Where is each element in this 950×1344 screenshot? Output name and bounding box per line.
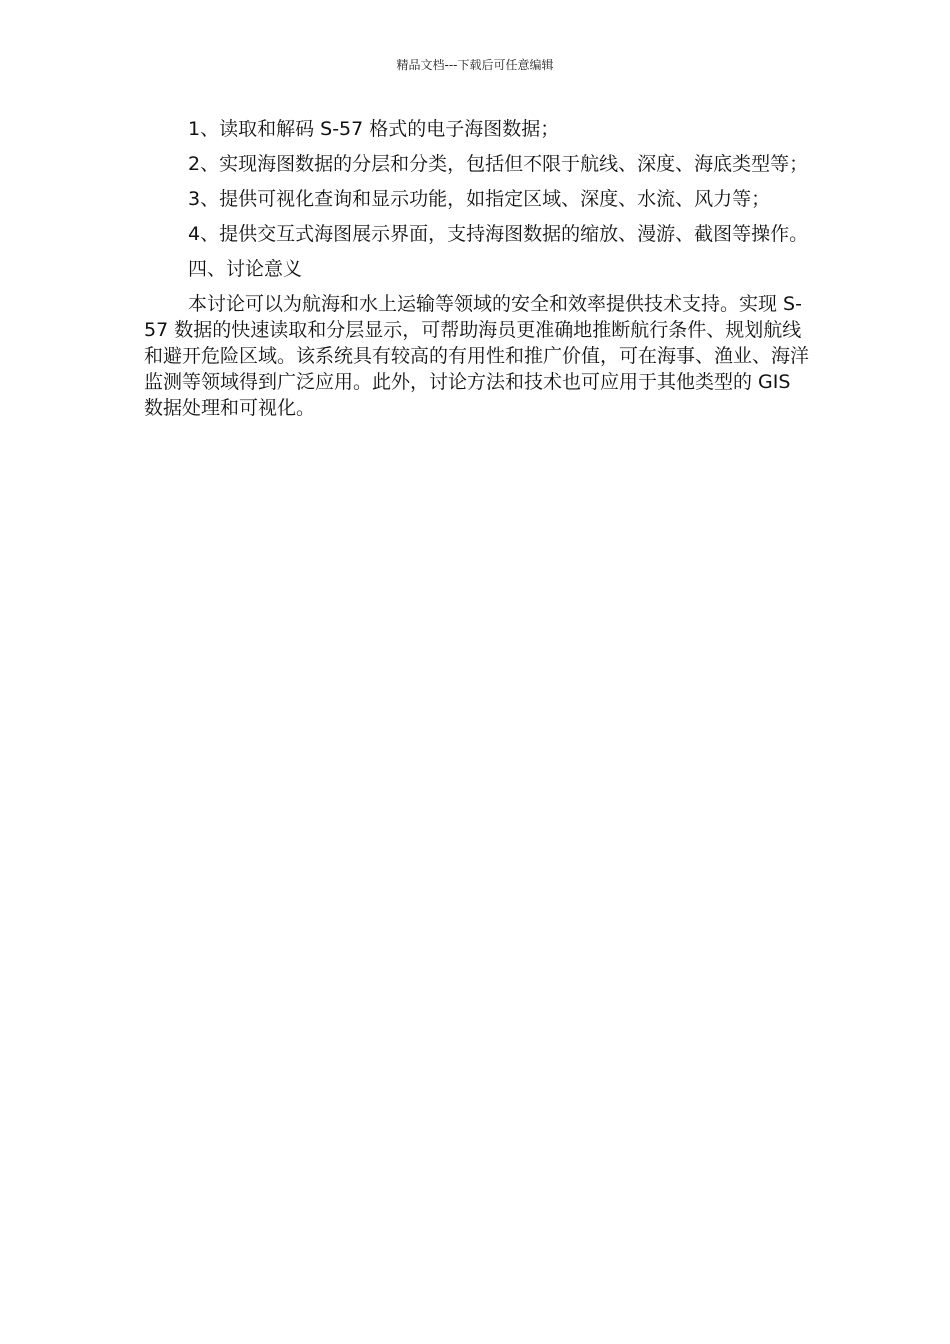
list-item: 4、提供交互式海图展示界面，支持海图数据的缩放、漫游、截图等操作。 — [188, 223, 809, 245]
significance-paragraph: 本讨论可以为航海和水上运输等领域的安全和效率提供技术支持。实现 S-57 数据的快速读取和分层显示，可帮助海员更准确地推断航行条件、规划航线和避开危险区域。该系统具有较高的有用性和推广价值，可在海事、渔业、海洋监测等领域得到广泛应用。此外，讨论方法和技术也可应用于其他类型的 GIS 数据处理和可视化。 — [144, 293, 810, 419]
list-item: 3、提供可视化查询和显示功能，如指定区域、深度、水流、风力等； — [188, 188, 771, 210]
document-body — [144, 116, 812, 430]
section-heading: 四、讨论意义 — [188, 258, 303, 280]
page-header: 精品文档---下载后可任意编辑 — [396, 58, 554, 72]
list-item: 2、实现海图数据的分层和分类，包括但不限于航线、深度、海底类型等； — [188, 153, 809, 175]
list-item: 1、读取和解码 S-57 格式的电子海图数据； — [188, 118, 560, 140]
